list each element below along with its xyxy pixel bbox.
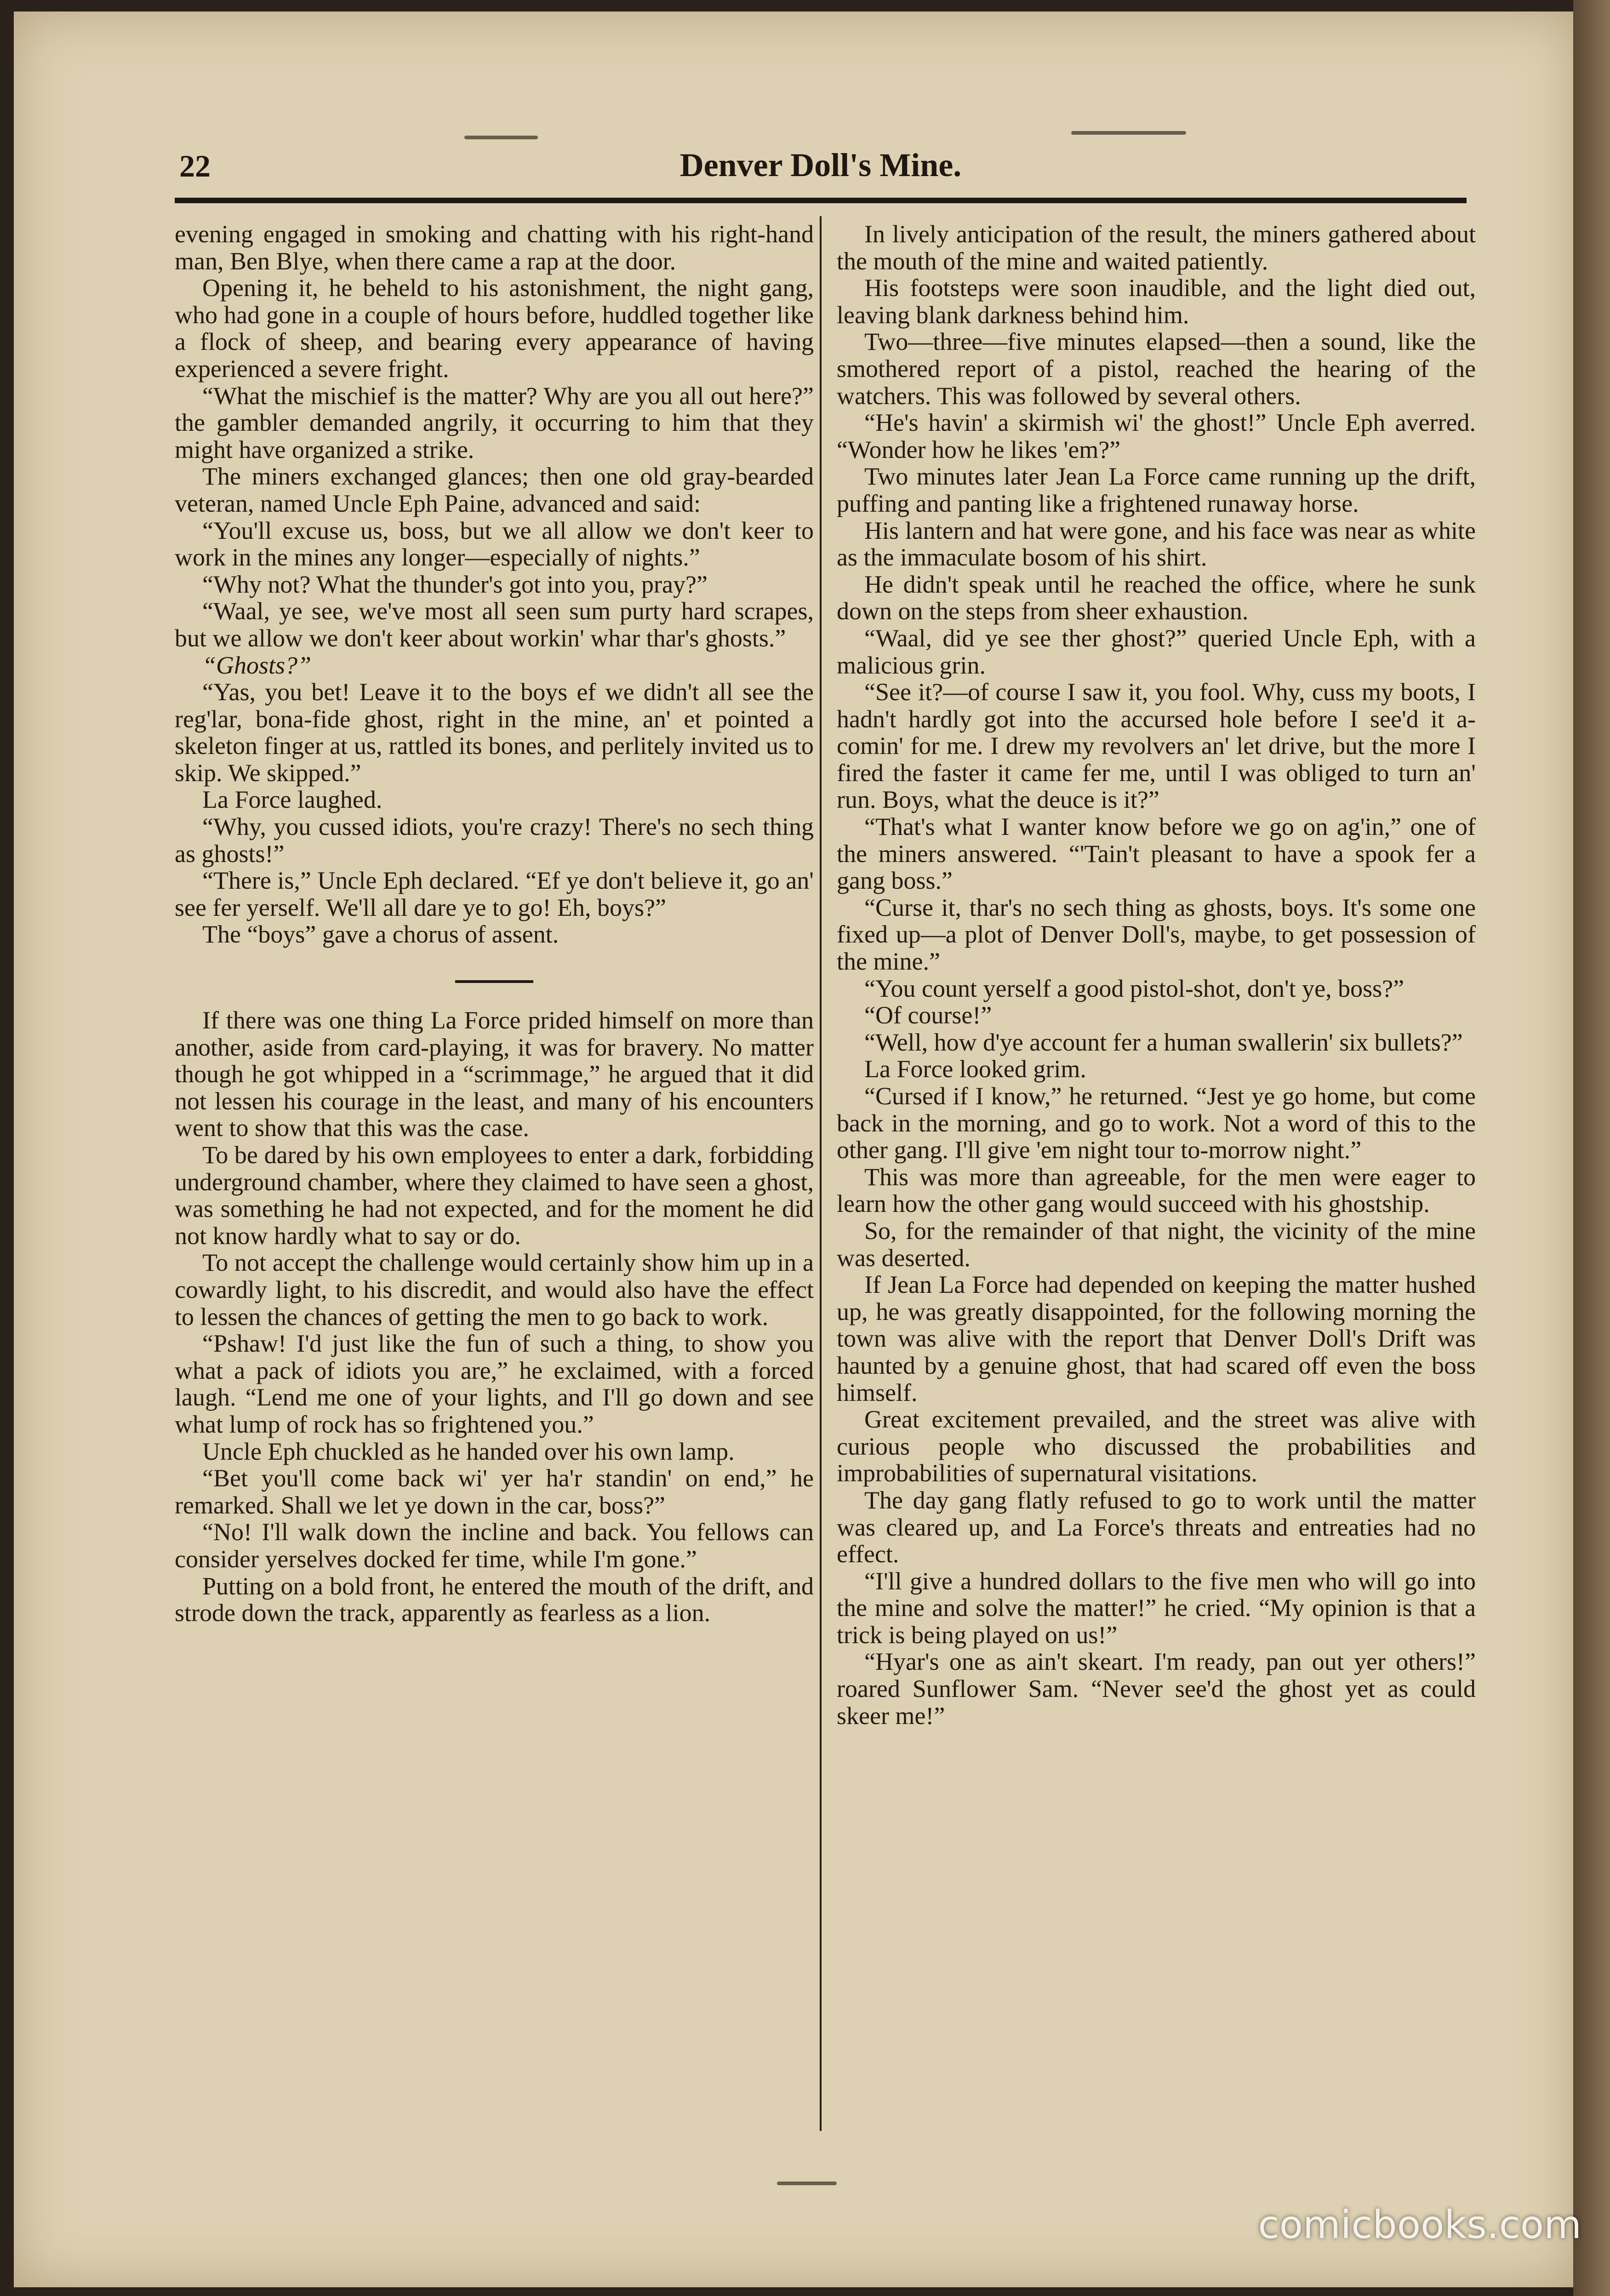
paragraph: Uncle Eph chuckled as he handed over his own lamp. (202, 1437, 735, 1465)
paragraph: “You count yerself a good pistol-shot, don't ye, boss?” (864, 974, 1404, 1002)
paragraph: His lantern and hat were gone, and his face was near as white as the immaculate bosom of his shirt. (837, 516, 1476, 571)
page-number: 22 (179, 148, 211, 183)
paragraph: If there was one thing La Force prided himself on more than another, aside from card-playing, it was for bravery. No matter though he got whipped in a “scrimmage,” he argued that it did not lessen his courage in the least, and many of his encounters went to show that this was the case. (175, 1006, 814, 1142)
paragraph: To not accept the challenge would certainly show him up in a cowardly light, to his discredit, and would also have the effect to lessen the chances of getting the men to go back to work. (175, 1249, 814, 1331)
left-column (175, 221, 814, 2129)
paragraph: “You'll excuse us, boss, but we all allow we don't keer to work in the mines any longer—especially of nights.” (175, 516, 814, 571)
paragraph: Opening it, he beheld to his astonishment, the night gang, who had gone in a couple of hours before, huddled together like a flock of sheep, and bearing every appearance of having experienced a severe fright. (175, 274, 814, 383)
paragraph: The day gang flatly refused to go to work until the matter was cleared up, and La Force's threats and entreaties had no effect. (837, 1486, 1476, 1568)
paragraph: “I'll give a hundred dollars to the five men who will go into the mine and solve the matter!” he cried. “My opinion is that a trick is being played on us!” (837, 1567, 1476, 1649)
header-rule (175, 198, 1467, 203)
right-column (837, 221, 1476, 2129)
paragraph: Two minutes later Jean La Force came running up the drift, puffing and panting like a frightened runaway horse. (837, 463, 1476, 517)
paragraph: “Why not? What the thunder's got into you, pray?” (202, 570, 708, 598)
paragraph: “Hyar's one as ain't skeart. I'm ready, pan out yer others!” roared Sunflower Sam. “Never see'd the ghost yet as could skeer me!” (837, 1648, 1476, 1730)
paragraph: La Force laughed. (202, 786, 383, 814)
paragraph: So, for the remainder of that night, the vicinity of the mine was deserted. (837, 1217, 1476, 1272)
watermark: comicbooks.com (1258, 2202, 1581, 2247)
top-ornament-right (1071, 131, 1186, 135)
adjacent-page-edge (1573, 0, 1610, 2296)
paragraph: Two—three—five minutes elapsed—then a sound, like the smothered report of a pistol, reached the hearing of the watchers. This was followed by several others. (837, 328, 1476, 410)
paragraph: “Waal, did ye see ther ghost?” queried Uncle Eph, with a malicious grin. (837, 624, 1476, 679)
paragraph: “That's what I wanter know before we go on ag'in,” one of the miners answered. “'Tain't pleasant to have a spook fer a gang boss.” (837, 813, 1476, 895)
paragraph: “Curse it, thar's no sech thing as ghosts, boys. It's some one fixed up—a plot of Denver Doll's, maybe, to get possession of the mine.” (837, 893, 1476, 976)
paragraph: “Bet you'll come back wi' yer ha'r standin' on end,” he remarked. Shall we let ye down in the car, boss?” (175, 1464, 814, 1519)
bottom-ornament (777, 2182, 837, 2185)
paragraph: His footsteps were soon inaudible, and the light died out, leaving blank darkness behind him. (837, 274, 1476, 329)
paragraph: “Ghosts?” (202, 651, 312, 679)
running-title: Denver Doll's Mine. (679, 147, 962, 183)
paragraph: Great excitement prevailed, and the street was alive with curious people who discussed the probabilities and improbabilities of supernatural visitations. (837, 1405, 1476, 1487)
paragraph: “What the mischief is the matter? Why are you all out here?” the gambler demanded angrily, it occurring to him that they might have organized a strike. (175, 382, 814, 463)
column-divider (820, 216, 822, 2131)
paragraph: “Cursed if I know,” he returned. “Jest ye go home, but come back in the morning, and go to work. Not a word of this to the other gang. I'll give 'em night tour to-morrow night.” (837, 1082, 1476, 1164)
paragraph: This was more than agreeable, for the men were eager to learn how the other gang would succeed with his ghostship. (837, 1163, 1476, 1218)
paragraph: “Waal, ye see, we've most all seen sum purty hard scrapes, but we allow we don't keer about workin' whar thar's ghosts.” (175, 597, 814, 652)
paragraph: “Pshaw! I'd just like the fun of such a thing, to show you what a pack of idiots you are,” he exclaimed, with a forced laugh. “Lend me one of your lights, and I'll go down and see what lump of rock has so frightened you.” (175, 1330, 814, 1438)
paragraph: Putting on a bold front, he entered the mouth of the drift, and strode down the track, apparently as fearless as a lion. (175, 1572, 814, 1627)
paragraph: “Why, you cussed idiots, you're crazy! There's no sech thing as ghosts!” (175, 813, 814, 868)
paragraph: “Well, how d'ye account fer a human swallerin' six bullets?” (864, 1028, 1463, 1056)
paragraph: “Yas, you bet! Leave it to the boys ef we didn't all see the reg'lar, bona-fide ghost, right in the mine, an' et pointed a skeleton finger at us, rattled its bones, and perlitely invited us to skip. We skipped.” (175, 678, 814, 787)
paragraph: “He's havin' a skirmish wi' the ghost!” Uncle Eph averred. “Wonder how he likes 'em?” (837, 409, 1476, 463)
section-separator (455, 980, 533, 983)
paragraph: “There is,” Uncle Eph declared. “Ef ye don't believe it, go an' see fer yerself. We'll all dare ye to go! Eh, boys?” (175, 867, 814, 921)
paragraph: In lively anticipation of the result, the miners gathered about the mouth of the mine and waited patiently. (837, 221, 1476, 275)
paragraph: The miners exchanged glances; then one old gray-bearded veteran, named Uncle Eph Paine, advanced and said: (175, 463, 814, 517)
paragraph: “Of course!” (864, 1001, 992, 1029)
paragraph: “No! I'll walk down the incline and back. You fellows can consider yerselves docked fer time, while I'm gone.” (175, 1518, 814, 1573)
paragraph: He didn't speak until he reached the office, where he sunk down on the steps from sheer exhaustion. (837, 570, 1476, 625)
paragraph: “See it?—of course I saw it, you fool. Why, cuss my boots, I hadn't hardly got into the accursed hole before I see'd it a-comin' for me. I drew my revolvers an' let drive, but the more I fired the faster it came fer me, until I was obliged to turn an' run. Boys, what the deuce is it?” (837, 678, 1476, 814)
paragraph: The “boys” gave a chorus of assent. (202, 920, 559, 948)
paragraph: La Force looked grim. (864, 1055, 1086, 1083)
page-header (179, 138, 1462, 193)
paragraph: If Jean La Force had depended on keeping the matter hushed up, he was greatly disappointed, for the following morning the town was alive with the report that Denver Doll's Drift was haunted by a genuine ghost, that had scared off even the boss himself. (837, 1271, 1476, 1406)
paragraph: To be dared by his own employees to enter a dark, forbidding underground chamber, where they claimed to have seen a ghost, was something he had not expected, and for the moment he did not know hardly what to say or do. (175, 1141, 814, 1250)
paragraph: evening engaged in smoking and chatting with his right-hand man, Ben Blye, when there came a rap at the door. (175, 221, 814, 275)
